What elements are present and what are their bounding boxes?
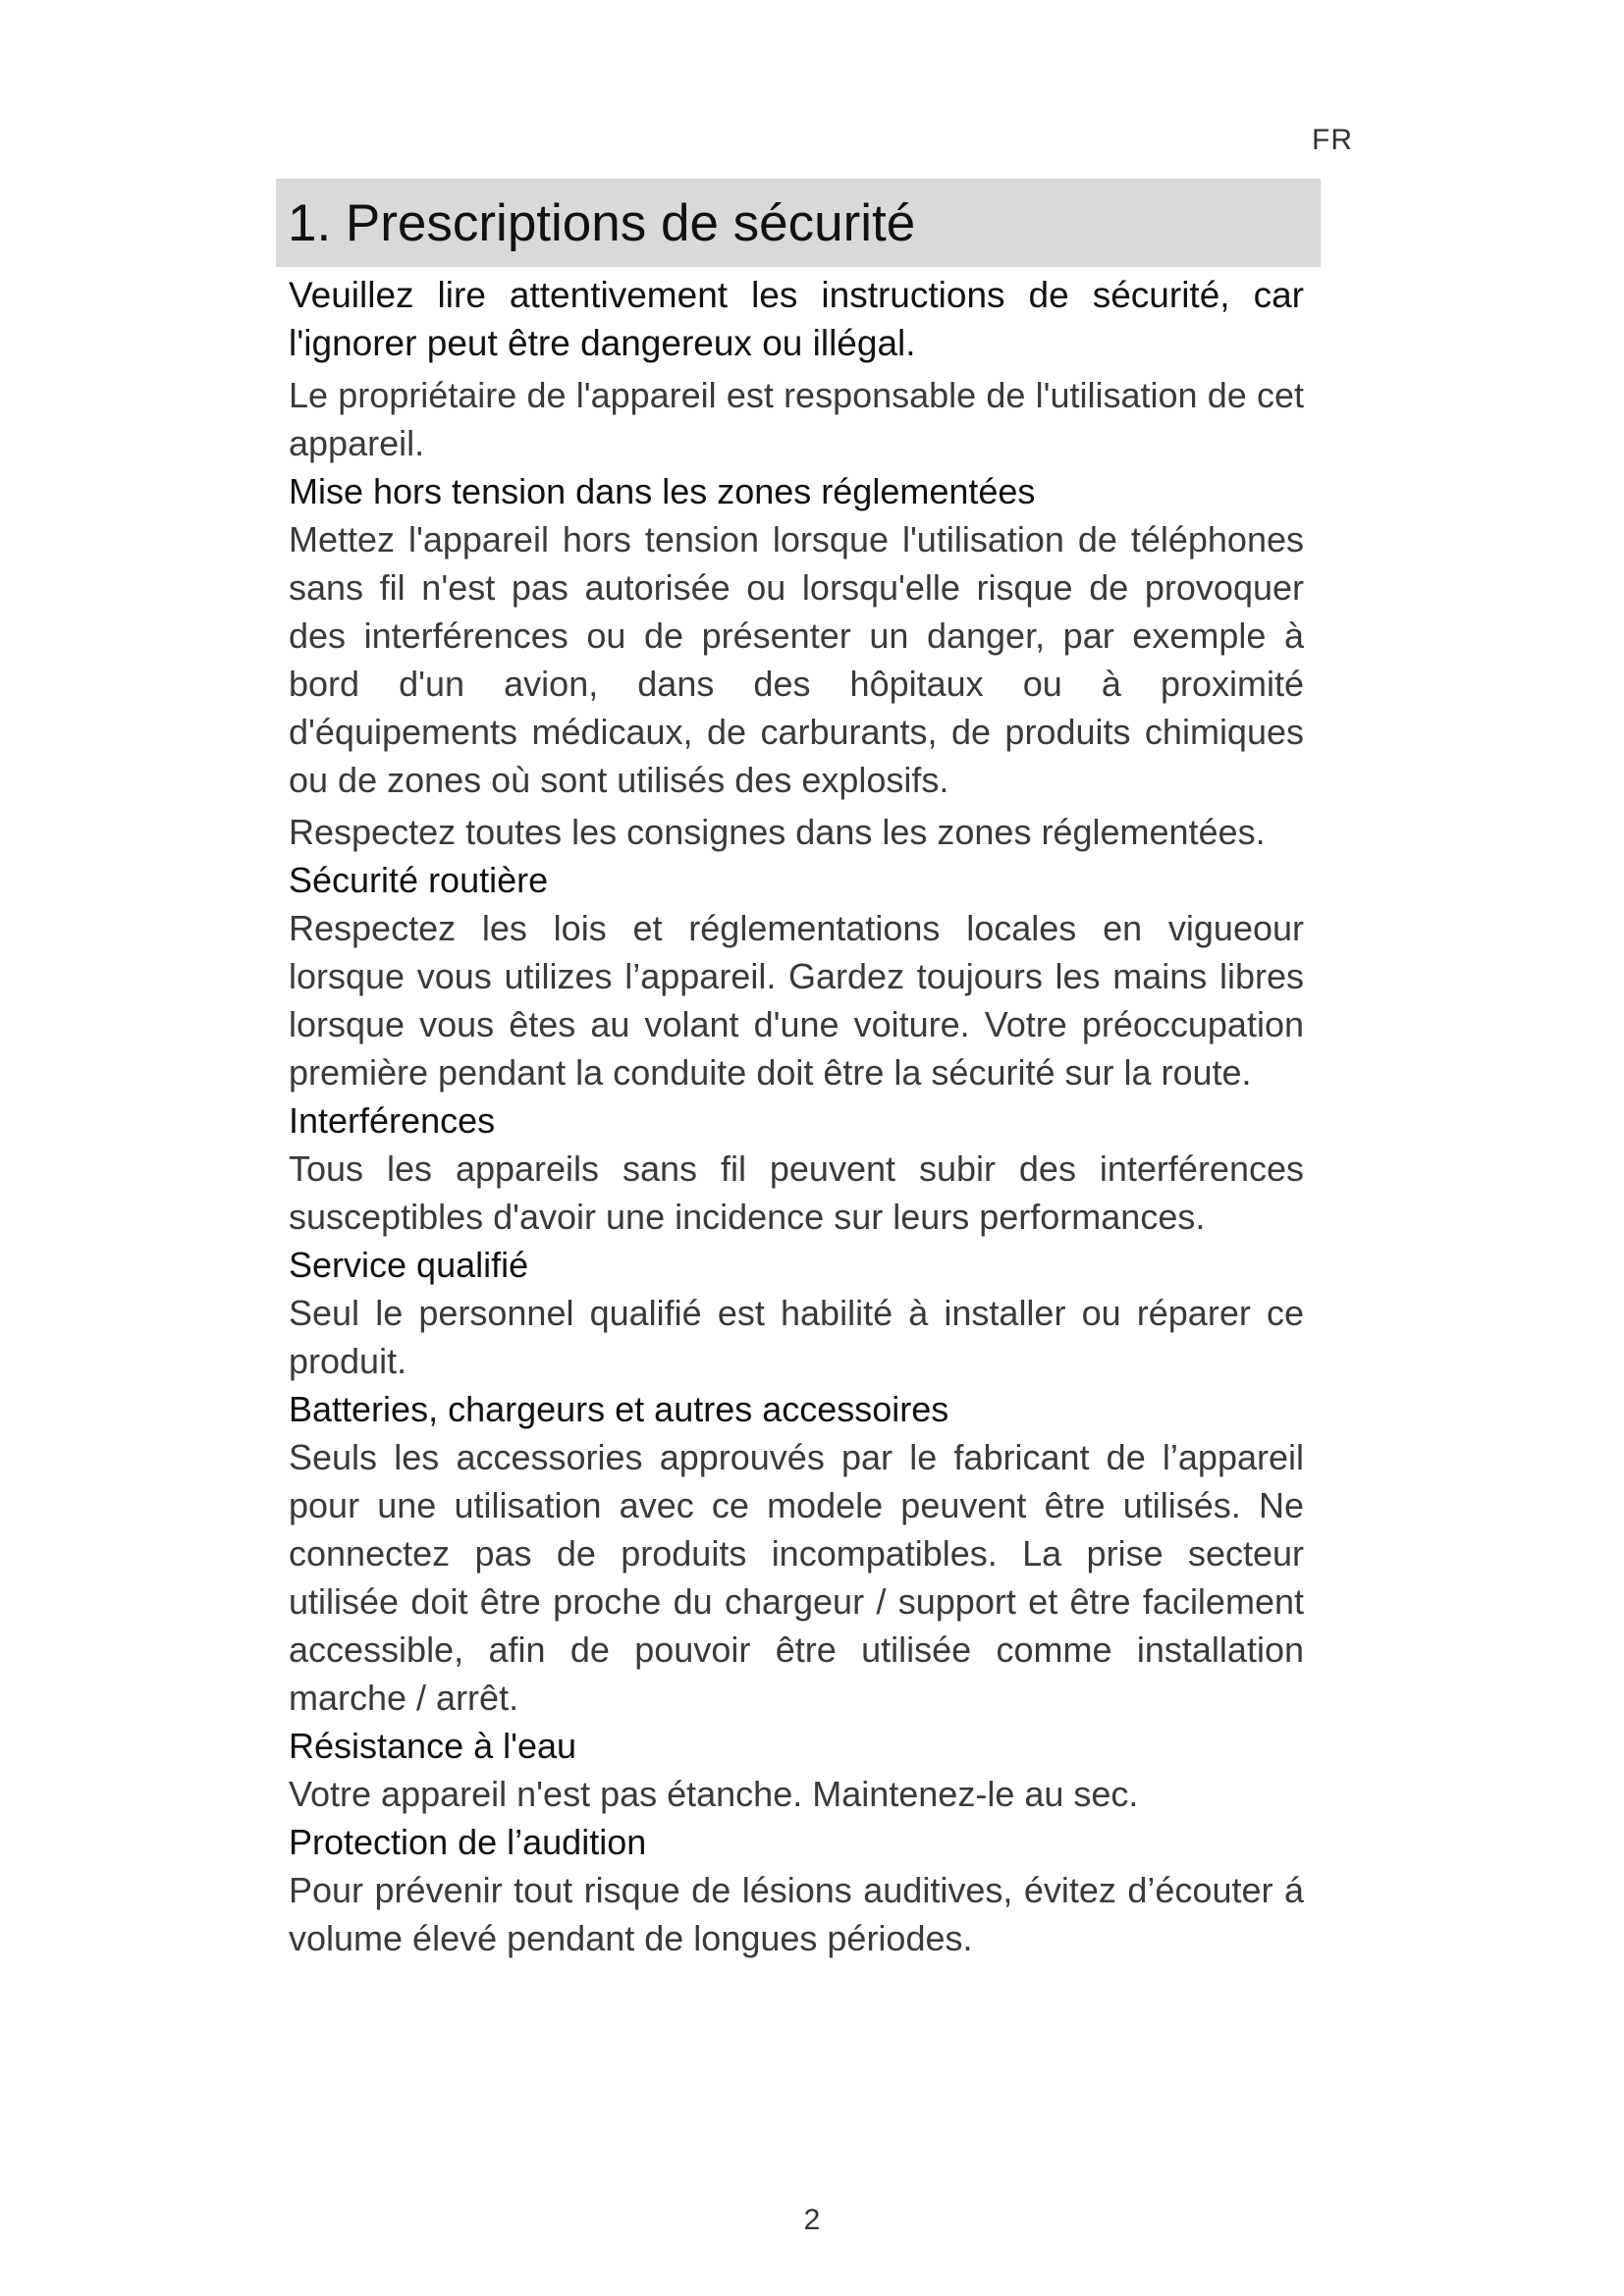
section-water-resistance xyxy=(289,1722,1304,1818)
section-paragraph: Respectez toutes les consignes dans les zones réglementées. xyxy=(289,812,1266,852)
intro-warning: Veuillez lire attentivement les instructions de sécurité, car l'ignorer peut être dangereux ou illégal. xyxy=(289,275,1304,363)
section-qualified-service xyxy=(289,1241,1304,1385)
section-title-bar xyxy=(276,179,1321,267)
section-heading: Interférences xyxy=(289,1100,496,1141)
section-paragraph: Seul le personnel qualifié est habilité à installer ou réparer ce produit. xyxy=(289,1293,1304,1381)
section-heading: Mise hors tension dans les zones réglementées xyxy=(289,471,1036,511)
section-power-off xyxy=(289,467,1304,856)
section-heading: Service qualifié xyxy=(289,1245,529,1285)
intro-owner: Le propriétaire de l'appareil est responsable de l'utilisation de cet appareil. xyxy=(289,375,1304,463)
section-interference xyxy=(289,1096,1304,1241)
section-paragraph: Mettez l'appareil hors tension lorsque l'utilisation de téléphones sans fil n'est pas autorisée ou lorsqu'elle risque de provoquer des interférences ou de présenter un danger, par exemple à bord d'un avion, dans des hôpitaux ou à proximité d'équipements médicaux, de carburants, de produits chimiques ou de zones où sont utilisés des explosifs. xyxy=(289,519,1304,800)
section-heading: Résistance à l'eau xyxy=(289,1726,577,1766)
document-body xyxy=(289,271,1304,1962)
section-road-safety xyxy=(289,856,1304,1096)
section-heading: Sécurité routière xyxy=(289,860,549,900)
page-number: 2 xyxy=(803,2204,821,2236)
section-paragraph: Respectez les lois et réglementations locales en vigueour lorsque vous utilizes l’appareil. Gardez toujours les mains libres lorsque vous êtes au volant d'une voiture. Votre préoccupation première pendant la conduite doit être la sécurité sur la route. xyxy=(289,908,1304,1093)
page-title: 1. Prescriptions de sécurité xyxy=(288,193,916,252)
section-batteries xyxy=(289,1385,1304,1722)
language-label: FR xyxy=(1312,124,1353,156)
section-paragraph: Pour prévenir tout risque de lésions auditives, évitez d’écouter á volume élevé pendant de longues périodes. xyxy=(289,1870,1304,1958)
section-heading: Batteries, chargeurs et autres accessoires xyxy=(289,1389,949,1429)
section-paragraph: Votre appareil n'est pas étanche. Maintenez-le au sec. xyxy=(289,1774,1139,1814)
section-paragraph: Seuls les accessories approuvés par le fabricant de l’appareil pour une utilisation avec ce modele peuvent être utilisés. Ne connectez pas de produits incompatibles. La prise secteur utilisée doit être proche du chargeur / support et être facilement accessible, afin de pouvoir être utilisée comme installation marche / arrêt. xyxy=(289,1437,1304,1718)
section-hearing-protection xyxy=(289,1818,1304,1962)
section-paragraph: Tous les appareils sans fil peuvent subir des interférences susceptibles d'avoir une incidence sur leurs performances. xyxy=(289,1148,1304,1237)
section-heading: Protection de l’audition xyxy=(289,1822,647,1862)
